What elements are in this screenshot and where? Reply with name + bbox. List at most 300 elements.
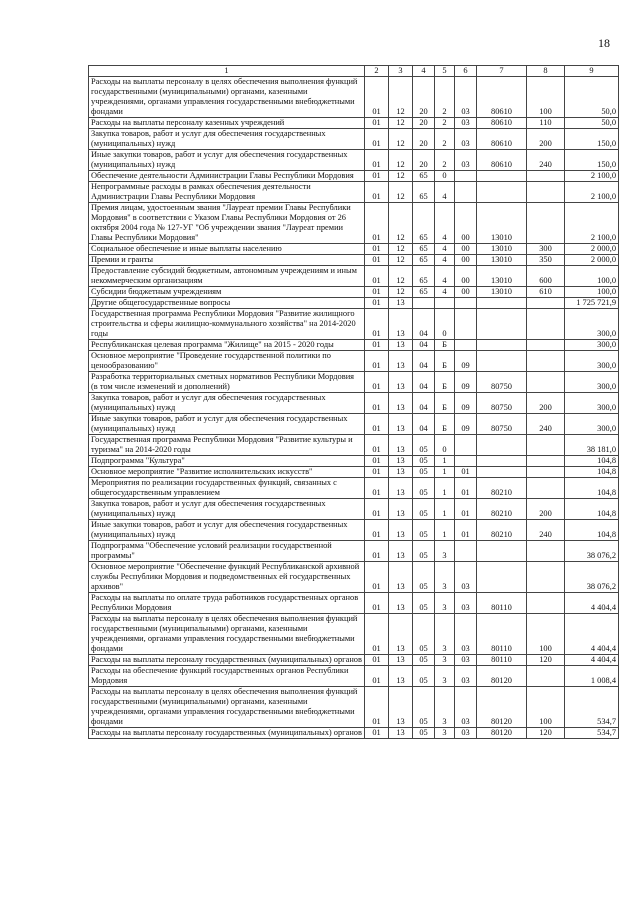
section-code-cell: 01 bbox=[365, 614, 389, 655]
table-header-row bbox=[89, 66, 619, 77]
amount-cell: 38 181,0 bbox=[565, 435, 619, 456]
event-code-cell: 01 bbox=[455, 520, 477, 541]
expense-type-cell: 240 bbox=[527, 414, 565, 435]
program-code-cell: 65 bbox=[413, 171, 435, 182]
row-name-cell: Расходы на выплаты по оплате труда работников государственных органов Республики Мордовия bbox=[89, 593, 365, 614]
row-name-cell: Социальное обеспечение и иные выплаты населению bbox=[89, 244, 365, 255]
subsection-code-cell: 13 bbox=[389, 520, 413, 541]
amount-cell: 300,0 bbox=[565, 414, 619, 435]
amount-cell: 300,0 bbox=[565, 393, 619, 414]
subprogram-code-cell: 2 bbox=[435, 77, 455, 118]
amount-cell: 2 100,0 bbox=[565, 182, 619, 203]
amount-cell: 50,0 bbox=[565, 77, 619, 118]
section-code-cell: 01 bbox=[365, 456, 389, 467]
row-name-cell: Основное мероприятие "Проведение государственной политики по ценообразованию" bbox=[89, 351, 365, 372]
program-code-cell bbox=[413, 298, 435, 309]
row-name-cell: Государственная программа Республики Мордовия "Развитие культуры и туризма" на 2014-2020 годы bbox=[89, 435, 365, 456]
page-number: 18 bbox=[598, 36, 610, 50]
subsection-code-cell: 12 bbox=[389, 150, 413, 171]
amount-cell: 300,0 bbox=[565, 372, 619, 393]
program-code-cell: 20 bbox=[413, 150, 435, 171]
subprogram-code-cell: 3 bbox=[435, 655, 455, 666]
subsection-code-cell: 12 bbox=[389, 118, 413, 129]
header-cell: 9 bbox=[565, 66, 619, 77]
direction-code-cell: 13010 bbox=[477, 255, 527, 266]
program-code-cell: 05 bbox=[413, 520, 435, 541]
row-name-cell: Расходы на выплаты персоналу в целях обеспечения выполнения функций государственными (муниципальными) органами, казенными учреждениями, органами управления государственными внебюджетными фондами bbox=[89, 77, 365, 118]
expense-type-cell: 600 bbox=[527, 266, 565, 287]
table-row bbox=[89, 372, 619, 393]
event-code-cell: 03 bbox=[455, 593, 477, 614]
section-code-cell: 01 bbox=[365, 372, 389, 393]
subprogram-code-cell: 1 bbox=[435, 499, 455, 520]
event-code-cell: 09 bbox=[455, 372, 477, 393]
subsection-code-cell: 13 bbox=[389, 593, 413, 614]
amount-cell: 300,0 bbox=[565, 351, 619, 372]
section-code-cell: 01 bbox=[365, 150, 389, 171]
expense-type-cell: 240 bbox=[527, 520, 565, 541]
direction-code-cell bbox=[477, 298, 527, 309]
table-row bbox=[89, 467, 619, 478]
subprogram-code-cell: 1 bbox=[435, 520, 455, 541]
event-code-cell: 03 bbox=[455, 728, 477, 739]
header-cell: 5 bbox=[435, 66, 455, 77]
event-code-cell bbox=[455, 309, 477, 340]
direction-code-cell bbox=[477, 171, 527, 182]
header-cell: 7 bbox=[477, 66, 527, 77]
event-code-cell: 09 bbox=[455, 414, 477, 435]
event-code-cell bbox=[455, 171, 477, 182]
amount-cell: 38 076,2 bbox=[565, 562, 619, 593]
program-code-cell: 04 bbox=[413, 372, 435, 393]
event-code-cell: 00 bbox=[455, 244, 477, 255]
table-row bbox=[89, 244, 619, 255]
event-code-cell: 03 bbox=[455, 666, 477, 687]
subprogram-code-cell: 1 bbox=[435, 467, 455, 478]
row-name-cell: Республиканская целевая программа "Жилище" на 2015 - 2020 годы bbox=[89, 340, 365, 351]
subprogram-code-cell: 4 bbox=[435, 255, 455, 266]
table-row bbox=[89, 655, 619, 666]
subsection-code-cell: 13 bbox=[389, 687, 413, 728]
amount-cell: 300,0 bbox=[565, 340, 619, 351]
header-cell: 8 bbox=[527, 66, 565, 77]
table-row bbox=[89, 499, 619, 520]
expense-type-cell bbox=[527, 309, 565, 340]
program-code-cell: 65 bbox=[413, 182, 435, 203]
subsection-code-cell: 13 bbox=[389, 340, 413, 351]
table-row bbox=[89, 298, 619, 309]
amount-cell: 4 404,4 bbox=[565, 614, 619, 655]
program-code-cell: 05 bbox=[413, 687, 435, 728]
expense-type-cell: 610 bbox=[527, 287, 565, 298]
subsection-code-cell: 13 bbox=[389, 456, 413, 467]
header-cell: 3 bbox=[389, 66, 413, 77]
program-code-cell: 05 bbox=[413, 728, 435, 739]
subsection-code-cell: 13 bbox=[389, 666, 413, 687]
subsection-code-cell: 13 bbox=[389, 393, 413, 414]
section-code-cell: 01 bbox=[365, 118, 389, 129]
program-code-cell: 65 bbox=[413, 266, 435, 287]
amount-cell: 150,0 bbox=[565, 129, 619, 150]
subsection-code-cell: 13 bbox=[389, 309, 413, 340]
section-code-cell: 01 bbox=[365, 309, 389, 340]
row-name-cell: Расходы на выплаты персоналу в целях обеспечения выполнения функций государственными (муниципальными) органами, казенными учреждениями, органами управления государственными внебюджетными фондами bbox=[89, 614, 365, 655]
expense-type-cell bbox=[527, 435, 565, 456]
amount-cell: 50,0 bbox=[565, 118, 619, 129]
header-cell: 4 bbox=[413, 66, 435, 77]
section-code-cell: 01 bbox=[365, 351, 389, 372]
subsection-code-cell: 13 bbox=[389, 728, 413, 739]
direction-code-cell: 13010 bbox=[477, 287, 527, 298]
row-name-cell: Закупка товаров, работ и услуг для обеспечения государственных (муниципальных) нужд bbox=[89, 393, 365, 414]
amount-cell: 104,8 bbox=[565, 478, 619, 499]
event-code-cell bbox=[455, 456, 477, 467]
subprogram-code-cell: Б bbox=[435, 351, 455, 372]
expense-type-cell: 100 bbox=[527, 77, 565, 118]
direction-code-cell: 80120 bbox=[477, 728, 527, 739]
direction-code-cell: 80750 bbox=[477, 414, 527, 435]
expense-type-cell bbox=[527, 593, 565, 614]
section-code-cell: 01 bbox=[365, 171, 389, 182]
subsection-code-cell: 13 bbox=[389, 372, 413, 393]
table-row bbox=[89, 541, 619, 562]
program-code-cell: 65 bbox=[413, 244, 435, 255]
subprogram-code-cell: 4 bbox=[435, 287, 455, 298]
header-cell-name: 1 bbox=[89, 66, 365, 77]
subprogram-code-cell: 4 bbox=[435, 244, 455, 255]
subsection-code-cell: 13 bbox=[389, 562, 413, 593]
subsection-code-cell: 12 bbox=[389, 287, 413, 298]
expense-type-cell bbox=[527, 171, 565, 182]
subprogram-code-cell: 3 bbox=[435, 562, 455, 593]
subprogram-code-cell: 1 bbox=[435, 456, 455, 467]
direction-code-cell: 80210 bbox=[477, 478, 527, 499]
subsection-code-cell: 13 bbox=[389, 414, 413, 435]
subprogram-code-cell: 3 bbox=[435, 614, 455, 655]
table-row bbox=[89, 687, 619, 728]
program-code-cell: 05 bbox=[413, 467, 435, 478]
row-name-cell: Основное мероприятие "Развитие исполнительских искусств" bbox=[89, 467, 365, 478]
subprogram-code-cell: 3 bbox=[435, 593, 455, 614]
row-name-cell: Иные закупки товаров, работ и услуг для обеспечения государственных (муниципальных) нужд bbox=[89, 520, 365, 541]
program-code-cell: 05 bbox=[413, 541, 435, 562]
event-code-cell bbox=[455, 541, 477, 562]
section-code-cell: 01 bbox=[365, 244, 389, 255]
table-row bbox=[89, 129, 619, 150]
program-code-cell: 04 bbox=[413, 414, 435, 435]
program-code-cell: 20 bbox=[413, 129, 435, 150]
row-name-cell: Иные закупки товаров, работ и услуг для обеспечения государственных (муниципальных) нужд bbox=[89, 414, 365, 435]
table-row bbox=[89, 456, 619, 467]
expense-type-cell: 120 bbox=[527, 655, 565, 666]
program-code-cell: 05 bbox=[413, 478, 435, 499]
direction-code-cell: 13010 bbox=[477, 203, 527, 244]
program-code-cell: 05 bbox=[413, 614, 435, 655]
amount-cell: 104,8 bbox=[565, 467, 619, 478]
direction-code-cell: 80210 bbox=[477, 499, 527, 520]
program-code-cell: 65 bbox=[413, 255, 435, 266]
table-row bbox=[89, 562, 619, 593]
event-code-cell: 03 bbox=[455, 150, 477, 171]
amount-cell: 104,8 bbox=[565, 456, 619, 467]
program-code-cell: 04 bbox=[413, 393, 435, 414]
expense-type-cell bbox=[527, 478, 565, 499]
expense-type-cell bbox=[527, 203, 565, 244]
subprogram-code-cell bbox=[435, 298, 455, 309]
subsection-code-cell: 12 bbox=[389, 244, 413, 255]
amount-cell: 2 000,0 bbox=[565, 255, 619, 266]
event-code-cell bbox=[455, 182, 477, 203]
direction-code-cell: 80110 bbox=[477, 655, 527, 666]
section-code-cell: 01 bbox=[365, 298, 389, 309]
direction-code-cell bbox=[477, 309, 527, 340]
row-name-cell: Закупка товаров, работ и услуг для обеспечения государственных (муниципальных) нужд bbox=[89, 499, 365, 520]
subsection-code-cell: 13 bbox=[389, 351, 413, 372]
expense-type-cell bbox=[527, 372, 565, 393]
program-code-cell: 04 bbox=[413, 340, 435, 351]
row-name-cell: Основное мероприятие "Обеспечение функций Республиканской архивной службы Республики Мордовия и подведомственных ей государственных архивов" bbox=[89, 562, 365, 593]
program-code-cell: 20 bbox=[413, 118, 435, 129]
header-cell: 6 bbox=[455, 66, 477, 77]
subsection-code-cell: 12 bbox=[389, 77, 413, 118]
subsection-code-cell: 12 bbox=[389, 129, 413, 150]
section-code-cell: 01 bbox=[365, 478, 389, 499]
table-row bbox=[89, 666, 619, 687]
section-code-cell: 01 bbox=[365, 414, 389, 435]
expense-type-cell: 100 bbox=[527, 614, 565, 655]
subsection-code-cell: 13 bbox=[389, 541, 413, 562]
amount-cell: 4 404,4 bbox=[565, 593, 619, 614]
table-row bbox=[89, 614, 619, 655]
event-code-cell: 09 bbox=[455, 393, 477, 414]
direction-code-cell bbox=[477, 562, 527, 593]
row-name-cell: Расходы на выплаты персоналу государственных (муниципальных) органов bbox=[89, 655, 365, 666]
event-code-cell: 00 bbox=[455, 203, 477, 244]
amount-cell: 2 000,0 bbox=[565, 244, 619, 255]
event-code-cell bbox=[455, 340, 477, 351]
section-code-cell: 01 bbox=[365, 520, 389, 541]
section-code-cell: 01 bbox=[365, 562, 389, 593]
row-name-cell: Обеспечение деятельности Администрации Главы Республики Мордовия bbox=[89, 171, 365, 182]
subsection-code-cell: 13 bbox=[389, 298, 413, 309]
table-row bbox=[89, 728, 619, 739]
table-row bbox=[89, 182, 619, 203]
subsection-code-cell: 12 bbox=[389, 182, 413, 203]
program-code-cell: 05 bbox=[413, 593, 435, 614]
table-row bbox=[89, 255, 619, 266]
direction-code-cell bbox=[477, 351, 527, 372]
event-code-cell: 03 bbox=[455, 118, 477, 129]
program-code-cell: 04 bbox=[413, 351, 435, 372]
expense-type-cell: 110 bbox=[527, 118, 565, 129]
expense-type-cell: 240 bbox=[527, 150, 565, 171]
section-code-cell: 01 bbox=[365, 266, 389, 287]
table-row bbox=[89, 351, 619, 372]
expense-type-cell: 120 bbox=[527, 728, 565, 739]
budget-table bbox=[88, 65, 619, 739]
event-code-cell: 03 bbox=[455, 562, 477, 593]
subsection-code-cell: 12 bbox=[389, 255, 413, 266]
subprogram-code-cell: 2 bbox=[435, 150, 455, 171]
amount-cell: 38 076,2 bbox=[565, 541, 619, 562]
table-row bbox=[89, 118, 619, 129]
subsection-code-cell: 12 bbox=[389, 171, 413, 182]
subsection-code-cell: 13 bbox=[389, 499, 413, 520]
section-code-cell: 01 bbox=[365, 655, 389, 666]
program-code-cell: 65 bbox=[413, 287, 435, 298]
table-row bbox=[89, 478, 619, 499]
direction-code-cell bbox=[477, 541, 527, 562]
direction-code-cell: 80750 bbox=[477, 393, 527, 414]
amount-cell: 100,0 bbox=[565, 287, 619, 298]
row-name-cell: Разработка территориальных сметных нормативов Республики Мордовия (в том числе изменений и дополнений) bbox=[89, 372, 365, 393]
direction-code-cell bbox=[477, 340, 527, 351]
expense-type-cell: 100 bbox=[527, 687, 565, 728]
direction-code-cell: 13010 bbox=[477, 266, 527, 287]
expense-type-cell: 350 bbox=[527, 255, 565, 266]
row-name-cell: Другие общегосударственные вопросы bbox=[89, 298, 365, 309]
amount-cell: 150,0 bbox=[565, 150, 619, 171]
expense-type-cell: 200 bbox=[527, 499, 565, 520]
event-code-cell: 00 bbox=[455, 255, 477, 266]
subsection-code-cell: 13 bbox=[389, 478, 413, 499]
row-name-cell: Подпрограмма "Культура" bbox=[89, 456, 365, 467]
table-row bbox=[89, 77, 619, 118]
amount-cell: 2 100,0 bbox=[565, 203, 619, 244]
row-name-cell: Субсидии бюджетным учреждениям bbox=[89, 287, 365, 298]
event-code-cell: 03 bbox=[455, 614, 477, 655]
expense-type-cell: 200 bbox=[527, 393, 565, 414]
amount-cell: 104,8 bbox=[565, 499, 619, 520]
subprogram-code-cell: 1 bbox=[435, 478, 455, 499]
subprogram-code-cell: 0 bbox=[435, 171, 455, 182]
direction-code-cell bbox=[477, 456, 527, 467]
expense-type-cell bbox=[527, 467, 565, 478]
subprogram-code-cell: 2 bbox=[435, 118, 455, 129]
event-code-cell: 01 bbox=[455, 499, 477, 520]
amount-cell: 300,0 bbox=[565, 309, 619, 340]
event-code-cell: 03 bbox=[455, 655, 477, 666]
expense-type-cell bbox=[527, 298, 565, 309]
row-name-cell: Расходы на обеспечение функций государственных органов Республики Мордовия bbox=[89, 666, 365, 687]
section-code-cell: 01 bbox=[365, 182, 389, 203]
program-code-cell: 20 bbox=[413, 77, 435, 118]
section-code-cell: 01 bbox=[365, 687, 389, 728]
table-row bbox=[89, 203, 619, 244]
expense-type-cell bbox=[527, 340, 565, 351]
table-row bbox=[89, 150, 619, 171]
amount-cell: 2 100,0 bbox=[565, 171, 619, 182]
expense-type-cell bbox=[527, 456, 565, 467]
section-code-cell: 01 bbox=[365, 435, 389, 456]
subprogram-code-cell: Б bbox=[435, 340, 455, 351]
program-code-cell: 05 bbox=[413, 499, 435, 520]
table-row bbox=[89, 309, 619, 340]
amount-cell: 534,7 bbox=[565, 728, 619, 739]
section-code-cell: 01 bbox=[365, 499, 389, 520]
subprogram-code-cell: Б bbox=[435, 393, 455, 414]
table-row bbox=[89, 593, 619, 614]
section-code-cell: 01 bbox=[365, 467, 389, 478]
direction-code-cell bbox=[477, 435, 527, 456]
row-name-cell: Подпрограмма "Обеспечение условий реализации государственной программы" bbox=[89, 541, 365, 562]
row-name-cell: Премия лицам, удостоенным звания "Лауреат премии Главы Республики Мордовия" в соответствии с Указом Главы Республики Мордовия от 26 октября 2004 года № 127-УГ "Об учреждении звания "Лауреат премии Главы Республики Мордовия" bbox=[89, 203, 365, 244]
event-code-cell bbox=[455, 435, 477, 456]
section-code-cell: 01 bbox=[365, 666, 389, 687]
amount-cell: 1 725 721,9 bbox=[565, 298, 619, 309]
table-row bbox=[89, 340, 619, 351]
section-code-cell: 01 bbox=[365, 287, 389, 298]
event-code-cell: 00 bbox=[455, 266, 477, 287]
section-code-cell: 01 bbox=[365, 340, 389, 351]
program-code-cell: 04 bbox=[413, 309, 435, 340]
section-code-cell: 01 bbox=[365, 255, 389, 266]
direction-code-cell: 80610 bbox=[477, 118, 527, 129]
subprogram-code-cell: 0 bbox=[435, 309, 455, 340]
subsection-code-cell: 12 bbox=[389, 266, 413, 287]
event-code-cell: 03 bbox=[455, 687, 477, 728]
table-row bbox=[89, 287, 619, 298]
table-row bbox=[89, 393, 619, 414]
direction-code-cell: 80210 bbox=[477, 520, 527, 541]
event-code-cell: 09 bbox=[455, 351, 477, 372]
expense-type-cell bbox=[527, 562, 565, 593]
section-code-cell: 01 bbox=[365, 393, 389, 414]
direction-code-cell: 80610 bbox=[477, 150, 527, 171]
table-row bbox=[89, 171, 619, 182]
event-code-cell: 03 bbox=[455, 77, 477, 118]
section-code-cell: 01 bbox=[365, 203, 389, 244]
subprogram-code-cell: 4 bbox=[435, 182, 455, 203]
program-code-cell: 65 bbox=[413, 203, 435, 244]
program-code-cell: 05 bbox=[413, 435, 435, 456]
subsection-code-cell: 13 bbox=[389, 614, 413, 655]
direction-code-cell: 80610 bbox=[477, 129, 527, 150]
section-code-cell: 01 bbox=[365, 129, 389, 150]
event-code-cell: 03 bbox=[455, 129, 477, 150]
subprogram-code-cell: Б bbox=[435, 372, 455, 393]
subprogram-code-cell: Б bbox=[435, 414, 455, 435]
expense-type-cell bbox=[527, 182, 565, 203]
direction-code-cell: 80750 bbox=[477, 372, 527, 393]
direction-code-cell: 13010 bbox=[477, 244, 527, 255]
section-code-cell: 01 bbox=[365, 77, 389, 118]
section-code-cell: 01 bbox=[365, 541, 389, 562]
amount-cell: 1 008,4 bbox=[565, 666, 619, 687]
subprogram-code-cell: 2 bbox=[435, 129, 455, 150]
direction-code-cell: 80120 bbox=[477, 666, 527, 687]
section-code-cell: 01 bbox=[365, 728, 389, 739]
amount-cell: 100,0 bbox=[565, 266, 619, 287]
row-name-cell: Непрограммные расходы в рамках обеспечения деятельности Администрации Главы Республики Мордовия bbox=[89, 182, 365, 203]
amount-cell: 534,7 bbox=[565, 687, 619, 728]
subprogram-code-cell: 3 bbox=[435, 541, 455, 562]
direction-code-cell bbox=[477, 467, 527, 478]
subprogram-code-cell: 4 bbox=[435, 203, 455, 244]
direction-code-cell: 80110 bbox=[477, 614, 527, 655]
program-code-cell: 05 bbox=[413, 655, 435, 666]
program-code-cell: 05 bbox=[413, 666, 435, 687]
program-code-cell: 05 bbox=[413, 562, 435, 593]
table-row bbox=[89, 520, 619, 541]
event-code-cell: 01 bbox=[455, 467, 477, 478]
row-name-cell: Государственная программа Республики Мордовия "Развитие жилищного строительства и сферы жилищно-коммунального хозяйства" на 2014-2020 годы bbox=[89, 309, 365, 340]
expense-type-cell: 300 bbox=[527, 244, 565, 255]
amount-cell: 4 404,4 bbox=[565, 655, 619, 666]
subprogram-code-cell: 4 bbox=[435, 266, 455, 287]
subsection-code-cell: 12 bbox=[389, 203, 413, 244]
amount-cell: 104,8 bbox=[565, 520, 619, 541]
